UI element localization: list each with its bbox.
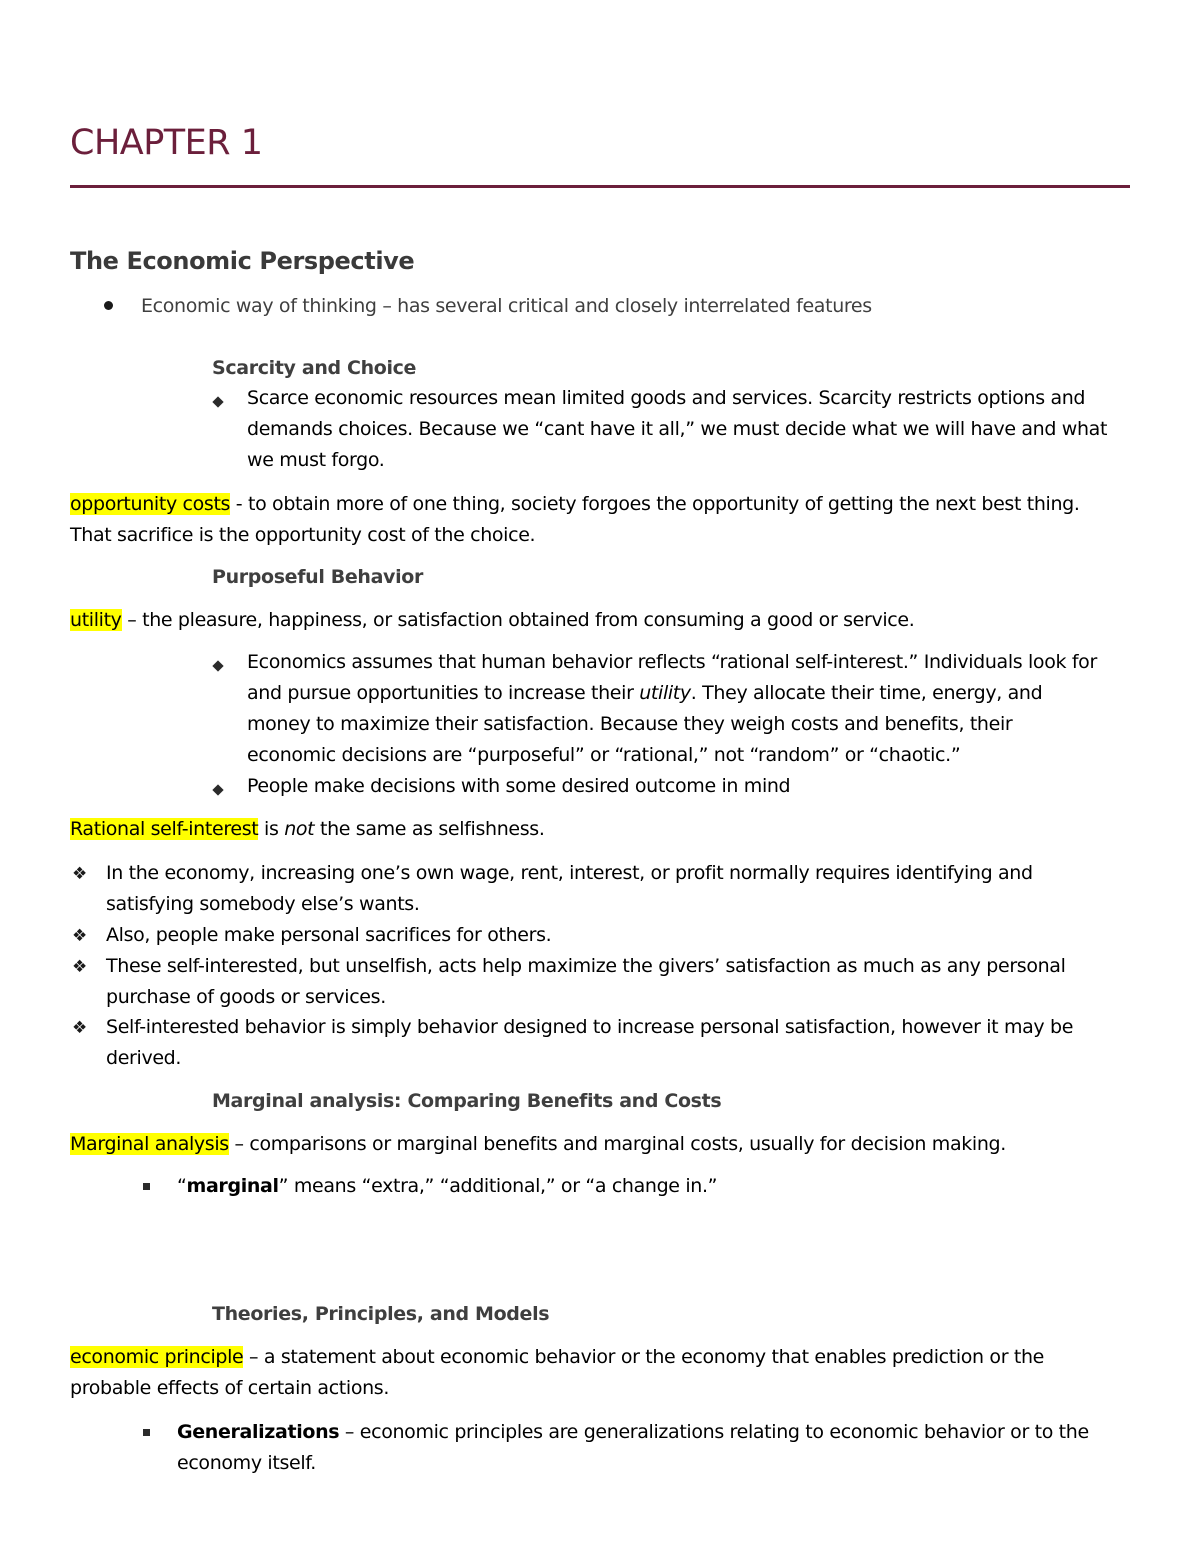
opportunity-definition-line-1 (70, 489, 1080, 520)
square-bullet-icon (143, 1429, 150, 1436)
utility-bullet-1-text-a: and pursue opportunities to increase their (247, 682, 640, 704)
utility-bullet-1-line-2 (247, 678, 1042, 709)
utility-definition-text: – the pleasure, happiness, or satisfaction obtained from consuming a good or service. (121, 609, 915, 631)
rational-item-4-line-2: derived. (106, 1047, 182, 1069)
diamond-bullet-icon (212, 784, 223, 795)
rational-item-1-line-1: In the economy, increasing one’s own wage, rent, interest, or profit normally requires identifying and (106, 862, 1033, 884)
marginal-bullet-quote: “ (177, 1175, 187, 1197)
rational-item-2-line-1: Also, people make personal sacrifices for others. (106, 924, 552, 946)
subheading-marginal: Marginal analysis: Comparing Benefits and Costs (212, 1090, 722, 1112)
generalizations-term: Generalizations (177, 1421, 340, 1443)
term-utility: utility (70, 609, 122, 631)
scarcity-line-1: Scarce economic resources mean limited goods and services. Scarcity restricts options and (247, 387, 1086, 409)
generalizations-line-1 (177, 1417, 1089, 1448)
utility-bullet-1-emphasis: utility (639, 682, 691, 704)
utility-definition (70, 605, 914, 636)
term-rational-self-interest: Rational self-interest (70, 818, 259, 840)
utility-bullet-1-line-1: Economics assumes that human behavior reflects “rational self-interest.” Individuals look for (247, 651, 1097, 673)
diamond-bullet-icon (212, 660, 223, 671)
section-title: The Economic Perspective (70, 247, 415, 275)
rational-item-4-line-1: Self-interested behavior is simply behavior designed to increase personal satisfaction, however it may be (106, 1016, 1074, 1038)
rational-emphasis: not (284, 818, 315, 840)
economic-principle-line-2: probable effects of certain actions. (70, 1377, 390, 1399)
four-star-bullet-icon: ❖ (72, 926, 88, 946)
chapter-title: CHAPTER 1 (70, 123, 263, 163)
rational-text-b: the same as selfishness. (314, 818, 545, 840)
utility-bullet-1-text-b: . They allocate their time, energy, and (690, 682, 1043, 704)
economic-principle-text: – a statement about economic behavior or the economy that enables prediction or the (243, 1346, 1044, 1368)
subheading-scarcity: Scarcity and Choice (212, 357, 417, 379)
rational-item-1-line-2: satisfying somebody else’s wants. (106, 893, 420, 915)
scarcity-line-3: we must forgo. (247, 449, 385, 471)
diamond-bullet-icon (212, 396, 223, 407)
rational-definition (70, 814, 545, 845)
bullet-economic-way: Economic way of thinking – has several critical and closely interrelated features (141, 295, 872, 317)
marginal-bullet (177, 1171, 717, 1202)
subheading-theories: Theories, Principles, and Models (212, 1303, 550, 1325)
utility-bullet-1-line-4: economic decisions are “purposeful” or “rational,” not “random” or “chaotic.” (247, 744, 961, 766)
rational-item-3-line-1: These self-interested, but unselfish, acts help maximize the givers’ satisfaction as much as any personal (106, 955, 1066, 977)
marginal-definition-text: – comparisons or marginal benefits and marginal costs, usually for decision making. (228, 1133, 1006, 1155)
subheading-purposeful: Purposeful Behavior (212, 566, 423, 588)
term-economic-principle: economic principle (70, 1346, 244, 1368)
marginal-bullet-text: ” means “extra,” “additional,” or “a change in.” (278, 1175, 718, 1197)
bullet-dot-icon (104, 301, 113, 310)
utility-bullet-1-line-3: money to maximize their satisfaction. Because they weigh costs and benefits, their (247, 713, 1013, 735)
scarcity-line-2: demands choices. Because we “cant have it all,” we must decide what we will have and what (247, 418, 1108, 440)
four-star-bullet-icon: ❖ (72, 957, 88, 977)
generalizations-text: – economic principles are generalizations relating to economic behavior or to the (339, 1421, 1089, 1443)
opportunity-definition-line-2: That sacrifice is the opportunity cost of the choice. (70, 524, 536, 546)
marginal-definition (70, 1129, 1006, 1160)
square-bullet-icon (143, 1183, 150, 1190)
utility-bullet-2: People make decisions with some desired outcome in mind (247, 775, 791, 797)
marginal-bullet-term: marginal (186, 1175, 279, 1197)
opportunity-definition-text: - to obtain more of one thing, society forgoes the opportunity of getting the next best thing. (230, 493, 1080, 515)
four-star-bullet-icon: ❖ (72, 864, 88, 884)
term-marginal-analysis: Marginal analysis (70, 1133, 229, 1155)
rational-text-a: is (258, 818, 285, 840)
four-star-bullet-icon: ❖ (72, 1018, 88, 1038)
term-opportunity-costs: opportunity costs (70, 493, 231, 515)
rational-item-3-line-2: purchase of goods or services. (106, 986, 386, 1008)
economic-principle-line-1 (70, 1342, 1044, 1373)
chapter-rule (70, 185, 1130, 188)
generalizations-line-2: economy itself. (177, 1452, 316, 1474)
